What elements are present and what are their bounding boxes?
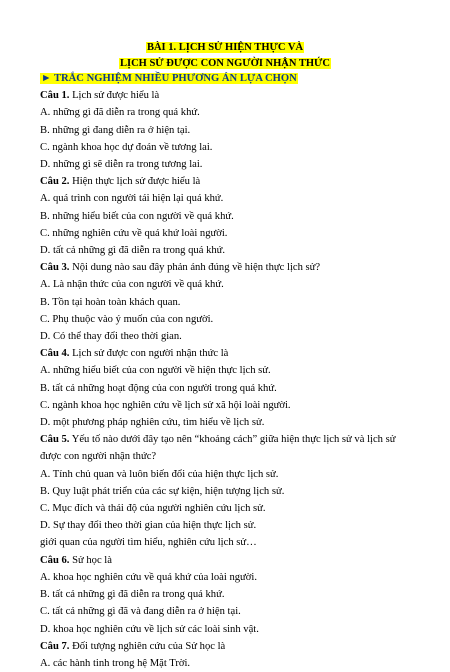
- option-6a: A. khoa học nghiên cứu về quá khứ của loài người.: [40, 571, 257, 583]
- option-3a: A. Là nhận thức của con người về quá khứ.: [40, 279, 224, 291]
- question-label: Câu 4.: [40, 348, 70, 360]
- question-text: Nội dung nào sau đây phản ánh đúng về hiện thực lịch sử?: [69, 262, 321, 274]
- option-5-continuation: giới quan của người tìm hiểu, nghiên cứu lịch sử…: [40, 537, 257, 549]
- title-line-2: LỊCH SỬ ĐƯỢC CON NGƯỜI NHẬN THỨC: [119, 58, 330, 69]
- option-6b: B. tất cả những gì đã diễn ra trong quá khứ.: [40, 589, 225, 601]
- option-1c: C. ngành khoa học dự đoán về tương lai.: [40, 141, 213, 153]
- option-4a: A. những hiểu biết của con người về hiện thực lịch sử.: [40, 365, 271, 377]
- question-7: [40, 638, 415, 655]
- question-label: Câu 2.: [40, 176, 70, 188]
- option-4d: D. một phương pháp nghiên cứu, tìm hiểu về lịch sử.: [40, 417, 265, 429]
- question-label: Câu 1.: [40, 90, 70, 102]
- question-text: Lịch sử được hiểu là: [69, 90, 160, 102]
- option-4c: C. ngành khoa học nghiên cứu về lịch sử xã hội loài người.: [40, 399, 291, 411]
- title-line-1: BÀI 1. LỊCH SỬ HIỆN THỰC VÀ: [146, 42, 304, 53]
- question-list: [40, 70, 415, 672]
- section-heading: ► TRẮC NGHIỆM NHIỀU PHƯƠNG ÁN LỰA CHỌN: [41, 73, 297, 84]
- option-2a: A. quá trình con người tái hiện lại quá khứ.: [40, 193, 224, 205]
- question-text: Sử học là: [69, 554, 112, 566]
- question-label: Câu 5.: [40, 434, 70, 446]
- question-text: Đối tượng nghiên cứu của Sử học là: [69, 640, 226, 652]
- option-5a: A. Tính chủ quan và luôn biến đổi của hiện thực lịch sử.: [40, 468, 279, 480]
- option-2c: C. những nghiên cứu về quá khứ loài người.: [40, 227, 228, 239]
- option-1b: B. những gì đang diễn ra ở hiện tại.: [40, 124, 191, 136]
- question-text: Yếu tố nào dưới đây tạo nên “khoảng cách” giữa hiện thực lịch sử và lịch sử được con người nhận thức?: [40, 434, 396, 463]
- question-text: Lịch sử được con người nhận thức là: [69, 348, 229, 360]
- option-2d: D. tất cả những gì đã diễn ra trong quá khứ.: [40, 245, 226, 257]
- option-2b: B. những hiểu biết của con người về quá khứ.: [40, 210, 234, 222]
- option-3d: D. Có thể thay đổi theo thời gian.: [40, 331, 182, 343]
- option-5c: C. Mục đích và thái độ của người nghiên cứu lịch sử.: [40, 503, 266, 515]
- option-5b: B. Quy luật phát triển của các sự kiện, hiện tượng lịch sử.: [40, 485, 285, 497]
- option-3c: C. Phụ thuộc vào ý muốn của con người.: [40, 313, 214, 325]
- question-2: [40, 173, 415, 190]
- option-4b: B. tất cả những hoạt động của con người trong quá khứ.: [40, 382, 277, 394]
- option-6c: C. tất cả những gì đã và đang diễn ra ở hiện tại.: [40, 606, 241, 618]
- question-1: [40, 87, 415, 104]
- question-label: Câu 6.: [40, 554, 70, 566]
- option-5d: D. Sự thay đổi theo thời gian của hiện thực lịch sử.: [40, 520, 257, 532]
- option-3b: B. Tồn tại hoàn toàn khách quan.: [40, 296, 181, 308]
- question-label: Câu 7.: [40, 640, 70, 652]
- question-3: [40, 259, 415, 276]
- option-7a: A. các hành tinh trong hệ Mặt Trời.: [40, 657, 191, 669]
- question-6: [40, 552, 415, 569]
- question-text: Hiện thực lịch sử được hiểu là: [69, 176, 201, 188]
- question-label: Câu 3.: [40, 262, 70, 274]
- question-5: [40, 431, 415, 465]
- option-6d: D. khoa học nghiên cứu về lịch sử các loài sinh vật.: [40, 623, 259, 635]
- document-title: [0, 40, 450, 72]
- option-1d: D. những gì sẽ diễn ra trong tương lai.: [40, 159, 203, 171]
- question-4: [40, 345, 415, 362]
- option-1a: A. những gì đã diễn ra trong quá khứ.: [40, 107, 200, 119]
